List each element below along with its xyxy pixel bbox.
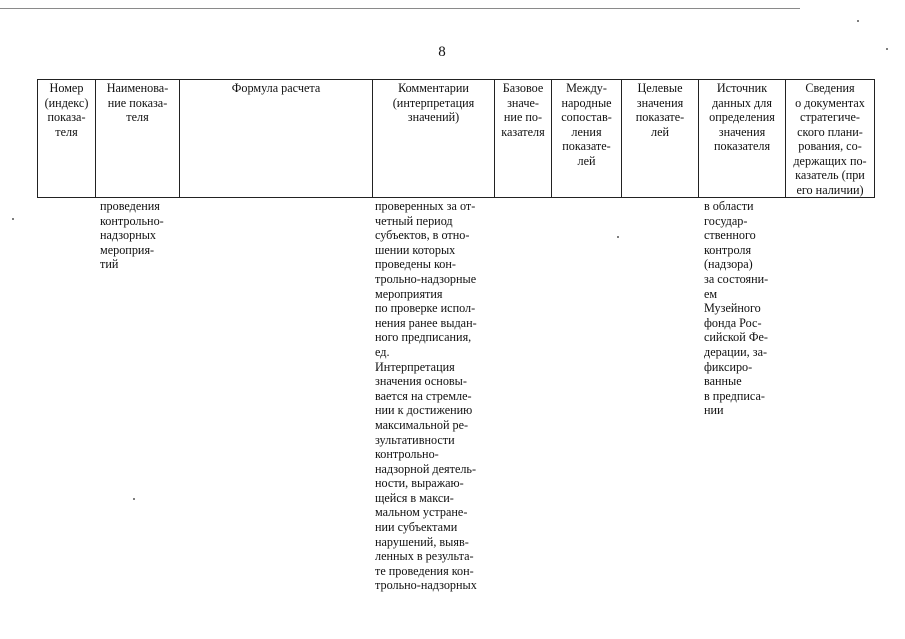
scan-speck: [133, 498, 135, 500]
header-index: Номер (индекс) показа- теля: [38, 80, 96, 198]
body-comments: проверенных за от- четный период субъектов, в отно- шении которых проведены кон- трольно-надзорные мероприятия по проверке испол- нения ранее выдан- ного предписания, ед. Интерпретация значения основы- вается на стремле- нии к достижению максимальной ре- зультативности контрольно- надзорной деятель- ности, выражаю- щейся в макси- мальном устране- нии субъектами нарушений, выяв- ленных в результа- те проведения кон- трольно-надзорных: [375, 199, 477, 593]
header-row: [38, 80, 875, 198]
scan-speck: [617, 236, 619, 238]
header-comments: Комментарии (интерпретация значений): [373, 80, 495, 198]
header-target-values: Целевые значения показате- лей: [622, 80, 699, 198]
header-strategic-docs: Сведения о документах стратегиче- ского плани- рования, со- держащих по- казатель (при его наличии): [786, 80, 875, 198]
header-base-value: Базовое значе- ние по- казателя: [495, 80, 552, 198]
indicator-table-header: [37, 79, 875, 198]
header-data-source: Источник данных для определения значения показателя: [699, 80, 786, 198]
body-data-source: в области государ- ственного контроля (надзора) за состояни- ем Музейного фонда Рос- сийской Фе- дерации, за- фиксиро- ванные в предписа- нии: [704, 199, 769, 418]
body-indicator-name: проведения контрольно- надзорных мероприя- тий: [100, 199, 164, 272]
scan-speck: [857, 20, 859, 22]
page-number: 8: [438, 44, 446, 60]
header-indicator-name: Наименова- ние показа- теля: [96, 80, 180, 198]
header-international: Между- народные сопостав- ления показате- лей: [552, 80, 622, 198]
header-formula: Формула расчета: [180, 80, 373, 198]
scan-speck: [12, 218, 14, 220]
scan-speck: [886, 48, 888, 50]
top-scan-rule: [0, 8, 800, 9]
